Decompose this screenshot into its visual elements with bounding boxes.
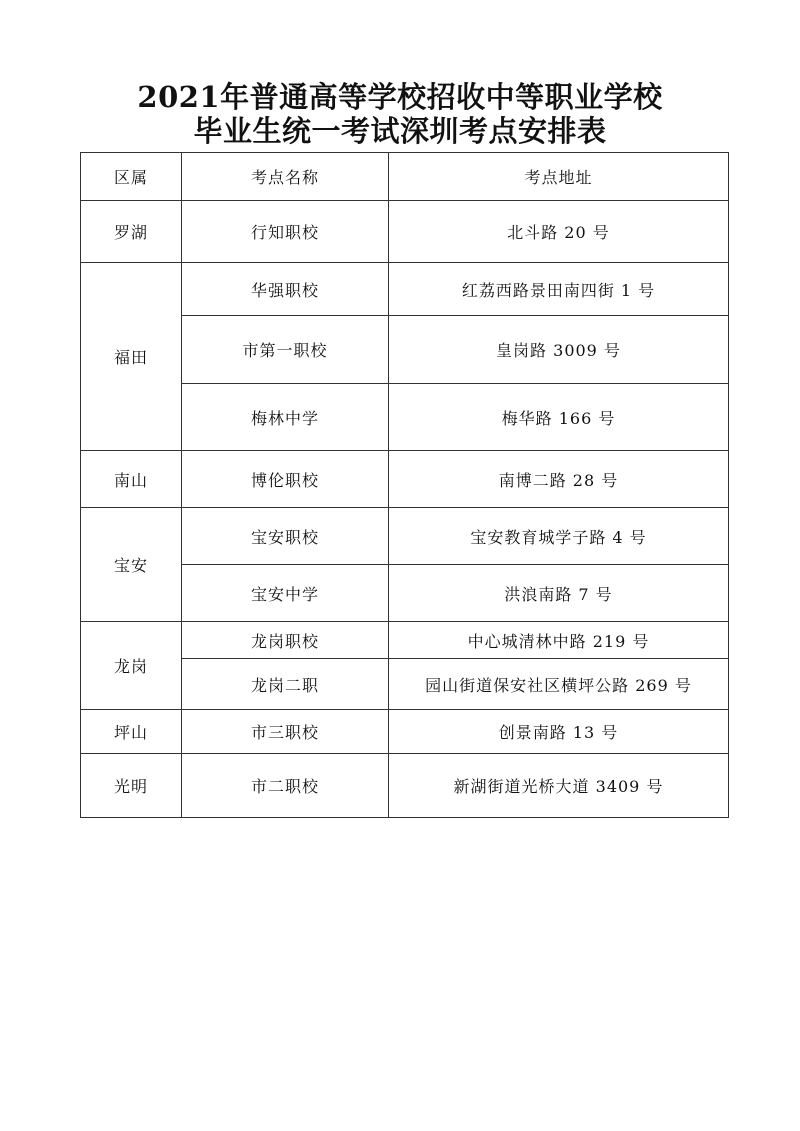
table-row xyxy=(81,451,729,508)
table-row xyxy=(81,201,729,263)
site-name-cell: 梅林中学 xyxy=(182,384,389,451)
site-name-cell: 宝安职校 xyxy=(182,508,389,565)
site-address-cell: 新湖街道光桥大道 3409 号 xyxy=(389,754,729,818)
document-title-line-1: 2021年普通高等学校招收中等职业学校 xyxy=(137,80,663,114)
site-name-cell: 华强职校 xyxy=(182,263,389,316)
site-address-cell: 梅华路 166 号 xyxy=(389,384,729,451)
district-cell: 坪山 xyxy=(81,710,182,754)
site-address-cell: 北斗路 20 号 xyxy=(389,201,729,263)
table-row xyxy=(81,622,729,659)
site-name-cell: 市第一职校 xyxy=(182,316,389,384)
header-district: 区属 xyxy=(81,153,182,201)
table-header-row xyxy=(81,153,729,201)
site-address-cell: 中心城清林中路 219 号 xyxy=(389,622,729,659)
district-cell: 罗湖 xyxy=(81,201,182,263)
district-cell: 福田 xyxy=(81,263,182,451)
site-address-cell: 洪浪南路 7 号 xyxy=(389,565,729,622)
site-address-cell: 南博二路 28 号 xyxy=(389,451,729,508)
site-address-cell: 创景南路 13 号 xyxy=(389,710,729,754)
site-name-cell: 龙岗职校 xyxy=(182,622,389,659)
table-row xyxy=(81,508,729,565)
table-row xyxy=(81,263,729,316)
district-cell: 宝安 xyxy=(81,508,182,622)
site-address-cell: 宝安教育城学子路 4 号 xyxy=(389,508,729,565)
site-name-cell: 博伦职校 xyxy=(182,451,389,508)
document-title-line-2: 毕业生统一考试深圳考点安排表 xyxy=(193,114,607,148)
district-cell: 南山 xyxy=(81,451,182,508)
district-cell: 光明 xyxy=(81,754,182,818)
site-name-cell: 市三职校 xyxy=(182,710,389,754)
site-address-cell: 皇岗路 3009 号 xyxy=(389,316,729,384)
header-site-name: 考点名称 xyxy=(182,153,389,201)
site-name-cell: 龙岗二职 xyxy=(182,659,389,710)
district-cell: 龙岗 xyxy=(81,622,182,710)
table-row xyxy=(81,710,729,754)
site-name-cell: 市二职校 xyxy=(182,754,389,818)
site-name-cell: 宝安中学 xyxy=(182,565,389,622)
table-row xyxy=(81,754,729,818)
site-address-cell: 红荔西路景田南四街 1 号 xyxy=(389,263,729,316)
site-name-cell: 行知职校 xyxy=(182,201,389,263)
site-address-cell: 园山街道保安社区横坪公路 269 号 xyxy=(389,659,729,710)
header-site-address: 考点地址 xyxy=(389,153,729,201)
exam-site-table xyxy=(80,152,729,818)
